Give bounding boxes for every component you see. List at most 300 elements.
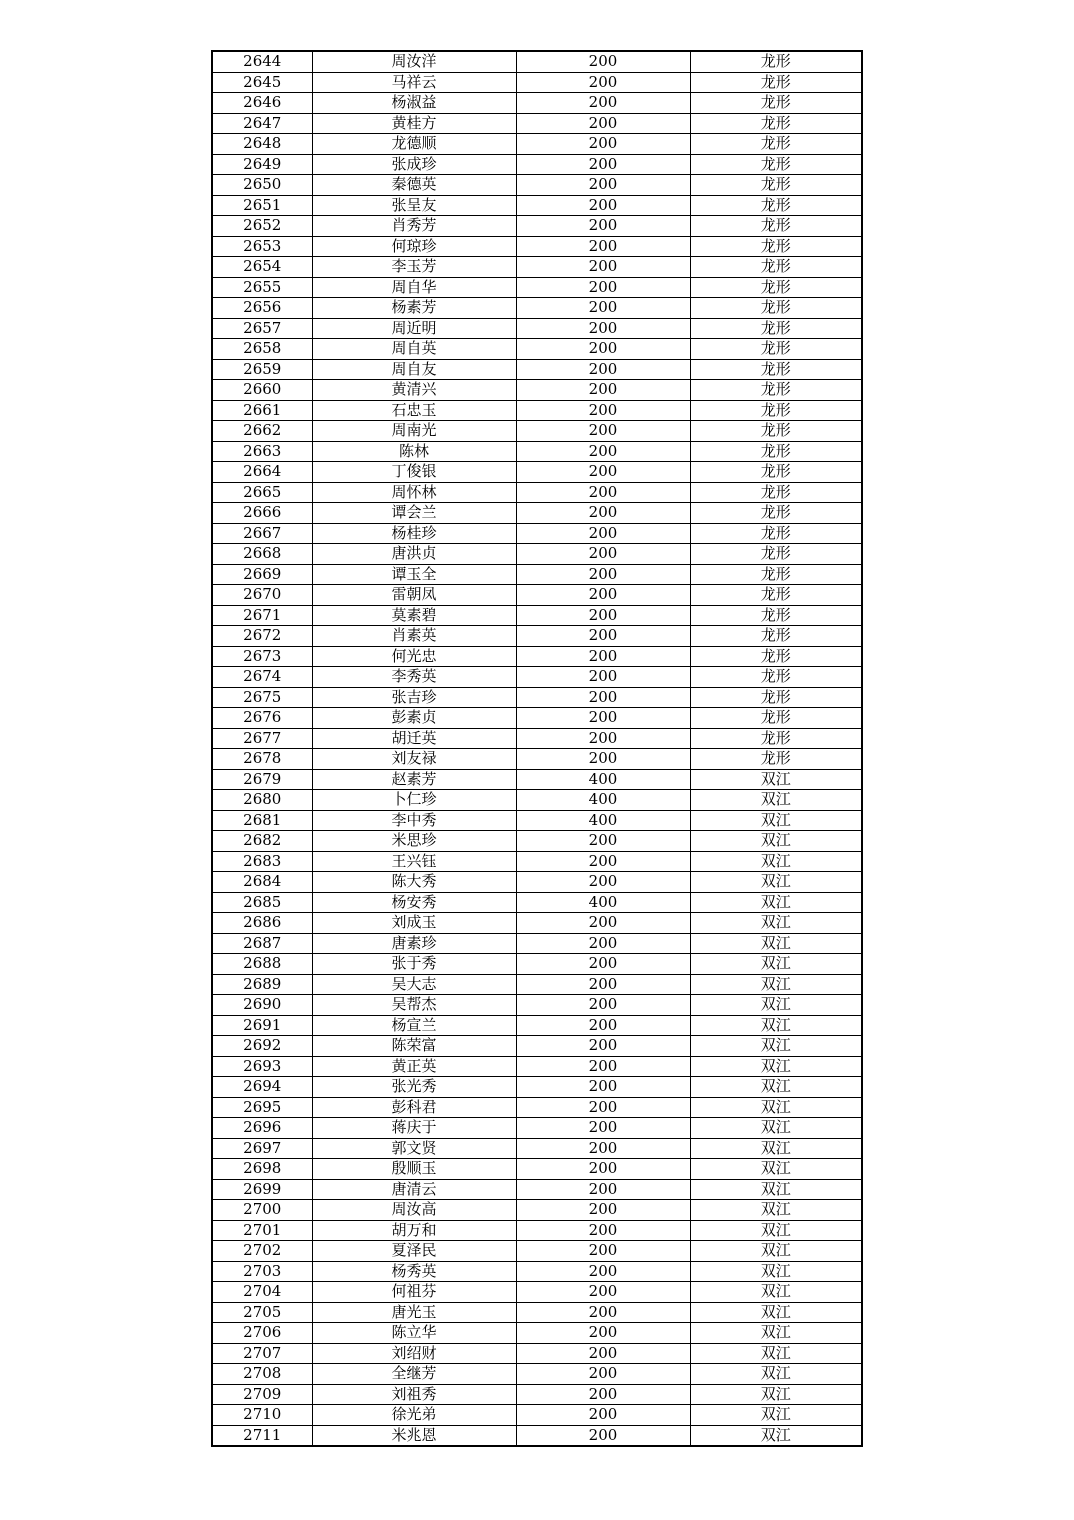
name-cell: 谭会兰 [312, 503, 516, 524]
table-row [212, 257, 862, 278]
row-number-cell: 2688 [212, 954, 312, 975]
table-row [212, 441, 862, 462]
table-row [212, 1343, 862, 1364]
table-row [212, 954, 862, 975]
name-cell: 唐清云 [312, 1179, 516, 1200]
row-number-cell: 2683 [212, 851, 312, 872]
amount-cell: 200 [516, 482, 690, 503]
region-cell: 双江 [690, 810, 862, 831]
row-number-cell: 2665 [212, 482, 312, 503]
name-cell: 陈大秀 [312, 872, 516, 893]
region-cell: 双江 [690, 892, 862, 913]
row-number-cell: 2705 [212, 1302, 312, 1323]
name-cell: 杨安秀 [312, 892, 516, 913]
amount-cell: 200 [516, 1405, 690, 1426]
name-cell: 何琼珍 [312, 236, 516, 257]
region-cell: 龙形 [690, 421, 862, 442]
table-row [212, 851, 862, 872]
name-cell: 黄正英 [312, 1056, 516, 1077]
table-row [212, 1118, 862, 1139]
name-cell: 赵素芳 [312, 769, 516, 790]
name-cell: 黄清兴 [312, 380, 516, 401]
region-cell: 双江 [690, 995, 862, 1016]
row-number-cell: 2650 [212, 175, 312, 196]
row-number-cell: 2708 [212, 1364, 312, 1385]
region-cell: 龙形 [690, 728, 862, 749]
amount-cell: 200 [516, 749, 690, 770]
row-number-cell: 2676 [212, 708, 312, 729]
amount-cell: 400 [516, 769, 690, 790]
table-row [212, 482, 862, 503]
row-number-cell: 2701 [212, 1220, 312, 1241]
region-cell: 双江 [690, 1425, 862, 1446]
table-row [212, 913, 862, 934]
amount-cell: 200 [516, 1323, 690, 1344]
row-number-cell: 2689 [212, 974, 312, 995]
name-cell: 马祥云 [312, 72, 516, 93]
table-row [212, 1241, 862, 1262]
name-cell: 刘成玉 [312, 913, 516, 934]
table-row [212, 359, 862, 380]
amount-cell: 200 [516, 687, 690, 708]
name-cell: 王兴钰 [312, 851, 516, 872]
name-cell: 秦德英 [312, 175, 516, 196]
amount-cell: 200 [516, 564, 690, 585]
region-cell: 双江 [690, 1241, 862, 1262]
region-cell: 龙形 [690, 482, 862, 503]
table-row [212, 1159, 862, 1180]
name-cell: 陈林 [312, 441, 516, 462]
region-cell: 双江 [690, 1302, 862, 1323]
name-cell: 何祖芬 [312, 1282, 516, 1303]
name-cell: 吴大志 [312, 974, 516, 995]
name-cell: 陈立华 [312, 1323, 516, 1344]
amount-cell: 200 [516, 1220, 690, 1241]
amount-cell: 200 [516, 872, 690, 893]
region-cell: 双江 [690, 1036, 862, 1057]
row-number-cell: 2695 [212, 1097, 312, 1118]
amount-cell: 200 [516, 339, 690, 360]
row-number-cell: 2680 [212, 790, 312, 811]
row-number-cell: 2671 [212, 605, 312, 626]
name-cell: 杨宣兰 [312, 1015, 516, 1036]
name-cell: 周近明 [312, 318, 516, 339]
amount-cell: 200 [516, 154, 690, 175]
row-number-cell: 2666 [212, 503, 312, 524]
amount-cell: 400 [516, 790, 690, 811]
row-number-cell: 2644 [212, 51, 312, 72]
region-cell: 龙形 [690, 339, 862, 360]
region-cell: 龙形 [690, 749, 862, 770]
amount-cell: 200 [516, 1425, 690, 1446]
name-cell: 黄桂方 [312, 113, 516, 134]
table-row [212, 1097, 862, 1118]
name-cell: 周南光 [312, 421, 516, 442]
row-number-cell: 2658 [212, 339, 312, 360]
row-number-cell: 2667 [212, 523, 312, 544]
amount-cell: 200 [516, 995, 690, 1016]
amount-cell: 200 [516, 421, 690, 442]
row-number-cell: 2648 [212, 134, 312, 155]
table-row [212, 1282, 862, 1303]
amount-cell: 200 [516, 1179, 690, 1200]
amount-cell: 200 [516, 93, 690, 114]
amount-cell: 200 [516, 933, 690, 954]
name-cell: 殷顺玉 [312, 1159, 516, 1180]
name-cell: 龙德顺 [312, 134, 516, 155]
amount-cell: 200 [516, 257, 690, 278]
amount-cell: 400 [516, 892, 690, 913]
name-cell: 张吉珍 [312, 687, 516, 708]
amount-cell: 200 [516, 974, 690, 995]
row-number-cell: 2646 [212, 93, 312, 114]
amount-cell: 200 [516, 851, 690, 872]
amount-cell: 200 [516, 1241, 690, 1262]
region-cell: 龙形 [690, 503, 862, 524]
region-cell: 双江 [690, 1364, 862, 1385]
name-cell: 周汝高 [312, 1200, 516, 1221]
row-number-cell: 2670 [212, 585, 312, 606]
row-number-cell: 2681 [212, 810, 312, 831]
amount-cell: 200 [516, 1118, 690, 1139]
amount-cell: 200 [516, 1364, 690, 1385]
row-number-cell: 2677 [212, 728, 312, 749]
table-row [212, 1323, 862, 1344]
region-cell: 龙形 [690, 708, 862, 729]
name-cell: 卜仁珍 [312, 790, 516, 811]
amount-cell: 200 [516, 1097, 690, 1118]
table-row [212, 667, 862, 688]
amount-cell: 200 [516, 646, 690, 667]
row-number-cell: 2653 [212, 236, 312, 257]
name-cell: 张成珍 [312, 154, 516, 175]
table-row [212, 728, 862, 749]
amount-cell: 200 [516, 1015, 690, 1036]
region-cell: 龙形 [690, 72, 862, 93]
region-cell: 双江 [690, 1179, 862, 1200]
row-number-cell: 2655 [212, 277, 312, 298]
row-number-cell: 2669 [212, 564, 312, 585]
name-cell: 胡迁英 [312, 728, 516, 749]
region-cell: 龙形 [690, 318, 862, 339]
region-cell: 双江 [690, 1384, 862, 1405]
name-cell: 丁俊银 [312, 462, 516, 483]
table-row [212, 1384, 862, 1405]
region-cell: 龙形 [690, 216, 862, 237]
region-cell: 龙形 [690, 400, 862, 421]
name-cell: 彭科君 [312, 1097, 516, 1118]
region-cell: 龙形 [690, 667, 862, 688]
amount-cell: 200 [516, 585, 690, 606]
region-cell: 双江 [690, 790, 862, 811]
row-number-cell: 2662 [212, 421, 312, 442]
row-number-cell: 2678 [212, 749, 312, 770]
table-row [212, 216, 862, 237]
region-cell: 双江 [690, 1118, 862, 1139]
table-row [212, 749, 862, 770]
row-number-cell: 2661 [212, 400, 312, 421]
region-cell: 双江 [690, 1323, 862, 1344]
amount-cell: 200 [516, 954, 690, 975]
name-cell: 杨淑益 [312, 93, 516, 114]
amount-cell: 200 [516, 913, 690, 934]
name-cell: 米兆恩 [312, 1425, 516, 1446]
region-cell: 双江 [690, 1056, 862, 1077]
table-row [212, 462, 862, 483]
region-cell: 龙形 [690, 277, 862, 298]
row-number-cell: 2696 [212, 1118, 312, 1139]
region-cell: 双江 [690, 1282, 862, 1303]
table-row [212, 523, 862, 544]
table-row [212, 503, 862, 524]
row-number-cell: 2691 [212, 1015, 312, 1036]
amount-cell: 200 [516, 1138, 690, 1159]
name-cell: 周自友 [312, 359, 516, 380]
region-cell: 龙形 [690, 298, 862, 319]
name-cell: 何光忠 [312, 646, 516, 667]
table-row [212, 872, 862, 893]
amount-cell: 200 [516, 277, 690, 298]
row-number-cell: 2675 [212, 687, 312, 708]
region-cell: 龙形 [690, 93, 862, 114]
name-cell: 张光秀 [312, 1077, 516, 1098]
row-number-cell: 2703 [212, 1261, 312, 1282]
amount-cell: 200 [516, 400, 690, 421]
name-cell: 蒋庆于 [312, 1118, 516, 1139]
name-cell: 李中秀 [312, 810, 516, 831]
table-row [212, 421, 862, 442]
amount-cell: 200 [516, 728, 690, 749]
amount-cell: 200 [516, 708, 690, 729]
name-cell: 谭玉全 [312, 564, 516, 585]
region-cell: 龙形 [690, 462, 862, 483]
region-cell: 龙形 [690, 380, 862, 401]
amount-cell: 400 [516, 810, 690, 831]
row-number-cell: 2692 [212, 1036, 312, 1057]
region-cell: 双江 [690, 872, 862, 893]
row-number-cell: 2704 [212, 1282, 312, 1303]
table-row [212, 1138, 862, 1159]
row-number-cell: 2652 [212, 216, 312, 237]
name-cell: 周汝洋 [312, 51, 516, 72]
row-number-cell: 2673 [212, 646, 312, 667]
name-cell: 胡万和 [312, 1220, 516, 1241]
name-cell: 雷朝凤 [312, 585, 516, 606]
table-row [212, 605, 862, 626]
name-cell: 夏泽民 [312, 1241, 516, 1262]
region-cell: 龙形 [690, 605, 862, 626]
name-cell: 徐光弟 [312, 1405, 516, 1426]
amount-cell: 200 [516, 134, 690, 155]
table-row [212, 1364, 862, 1385]
amount-cell: 200 [516, 1077, 690, 1098]
row-number-cell: 2659 [212, 359, 312, 380]
region-cell: 龙形 [690, 113, 862, 134]
row-number-cell: 2687 [212, 933, 312, 954]
name-cell: 周自华 [312, 277, 516, 298]
name-cell: 杨桂珍 [312, 523, 516, 544]
table-row [212, 708, 862, 729]
row-number-cell: 2707 [212, 1343, 312, 1364]
amount-cell: 200 [516, 626, 690, 647]
amount-cell: 200 [516, 1384, 690, 1405]
name-cell: 莫素碧 [312, 605, 516, 626]
row-number-cell: 2674 [212, 667, 312, 688]
table-row [212, 646, 862, 667]
amount-cell: 200 [516, 318, 690, 339]
table-row [212, 790, 862, 811]
row-number-cell: 2699 [212, 1179, 312, 1200]
region-cell: 龙形 [690, 359, 862, 380]
table-row [212, 1425, 862, 1446]
name-cell: 杨素芳 [312, 298, 516, 319]
row-number-cell: 2668 [212, 544, 312, 565]
row-number-cell: 2656 [212, 298, 312, 319]
region-cell: 双江 [690, 769, 862, 790]
roster-table-body [212, 51, 862, 1446]
name-cell: 周怀林 [312, 482, 516, 503]
name-cell: 米思珍 [312, 831, 516, 852]
table-row [212, 1015, 862, 1036]
row-number-cell: 2679 [212, 769, 312, 790]
region-cell: 龙形 [690, 257, 862, 278]
region-cell: 双江 [690, 831, 862, 852]
name-cell: 彭素贞 [312, 708, 516, 729]
row-number-cell: 2697 [212, 1138, 312, 1159]
table-row [212, 1036, 862, 1057]
amount-cell: 200 [516, 1200, 690, 1221]
table-row [212, 339, 862, 360]
table-row [212, 995, 862, 1016]
amount-cell: 200 [516, 544, 690, 565]
amount-cell: 200 [516, 236, 690, 257]
table-row [212, 1261, 862, 1282]
name-cell: 刘绍财 [312, 1343, 516, 1364]
name-cell: 杨秀英 [312, 1261, 516, 1282]
row-number-cell: 2664 [212, 462, 312, 483]
row-number-cell: 2711 [212, 1425, 312, 1446]
region-cell: 龙形 [690, 626, 862, 647]
region-cell: 双江 [690, 1138, 862, 1159]
table-row [212, 134, 862, 155]
amount-cell: 200 [516, 216, 690, 237]
row-number-cell: 2685 [212, 892, 312, 913]
name-cell: 刘祖秀 [312, 1384, 516, 1405]
amount-cell: 200 [516, 1261, 690, 1282]
name-cell: 唐素珍 [312, 933, 516, 954]
region-cell: 双江 [690, 913, 862, 934]
name-cell: 张于秀 [312, 954, 516, 975]
table-row [212, 1220, 862, 1241]
row-number-cell: 2698 [212, 1159, 312, 1180]
row-number-cell: 2693 [212, 1056, 312, 1077]
amount-cell: 200 [516, 175, 690, 196]
amount-cell: 200 [516, 1302, 690, 1323]
region-cell: 双江 [690, 1220, 862, 1241]
row-number-cell: 2690 [212, 995, 312, 1016]
amount-cell: 200 [516, 462, 690, 483]
region-cell: 双江 [690, 1343, 862, 1364]
row-number-cell: 2645 [212, 72, 312, 93]
name-cell: 石忠玉 [312, 400, 516, 421]
table-row [212, 277, 862, 298]
region-cell: 双江 [690, 974, 862, 995]
name-cell: 陈荣富 [312, 1036, 516, 1057]
name-cell: 李玉芳 [312, 257, 516, 278]
table-row [212, 400, 862, 421]
region-cell: 双江 [690, 851, 862, 872]
table-row [212, 113, 862, 134]
amount-cell: 200 [516, 1159, 690, 1180]
table-row [212, 564, 862, 585]
region-cell: 龙形 [690, 544, 862, 565]
table-row [212, 892, 862, 913]
region-cell: 龙形 [690, 523, 862, 544]
table-row [212, 318, 862, 339]
name-cell: 周自英 [312, 339, 516, 360]
table-row [212, 175, 862, 196]
amount-cell: 200 [516, 441, 690, 462]
table-row [212, 154, 862, 175]
row-number-cell: 2706 [212, 1323, 312, 1344]
amount-cell: 200 [516, 1056, 690, 1077]
table-row [212, 1302, 862, 1323]
amount-cell: 200 [516, 605, 690, 626]
row-number-cell: 2651 [212, 195, 312, 216]
table-row [212, 974, 862, 995]
name-cell: 张呈友 [312, 195, 516, 216]
row-number-cell: 2647 [212, 113, 312, 134]
amount-cell: 200 [516, 831, 690, 852]
name-cell: 郭文贤 [312, 1138, 516, 1159]
table-row [212, 831, 862, 852]
amount-cell: 200 [516, 667, 690, 688]
region-cell: 龙形 [690, 175, 862, 196]
amount-cell: 200 [516, 298, 690, 319]
table-row [212, 93, 862, 114]
row-number-cell: 2684 [212, 872, 312, 893]
table-row [212, 1405, 862, 1426]
row-number-cell: 2702 [212, 1241, 312, 1262]
region-cell: 双江 [690, 954, 862, 975]
name-cell: 李秀英 [312, 667, 516, 688]
row-number-cell: 2686 [212, 913, 312, 934]
amount-cell: 200 [516, 523, 690, 544]
amount-cell: 200 [516, 195, 690, 216]
amount-cell: 200 [516, 72, 690, 93]
row-number-cell: 2649 [212, 154, 312, 175]
row-number-cell: 2660 [212, 380, 312, 401]
table-row [212, 687, 862, 708]
region-cell: 龙形 [690, 585, 862, 606]
amount-cell: 200 [516, 380, 690, 401]
table-row [212, 298, 862, 319]
region-cell: 双江 [690, 1097, 862, 1118]
table-row [212, 236, 862, 257]
row-number-cell: 2700 [212, 1200, 312, 1221]
table-row [212, 810, 862, 831]
table-row [212, 933, 862, 954]
table-row [212, 51, 862, 72]
region-cell: 龙形 [690, 564, 862, 585]
name-cell: 全继芳 [312, 1364, 516, 1385]
region-cell: 双江 [690, 1015, 862, 1036]
table-row [212, 1179, 862, 1200]
region-cell: 双江 [690, 1077, 862, 1098]
row-number-cell: 2672 [212, 626, 312, 647]
amount-cell: 200 [516, 1343, 690, 1364]
row-number-cell: 2709 [212, 1384, 312, 1405]
